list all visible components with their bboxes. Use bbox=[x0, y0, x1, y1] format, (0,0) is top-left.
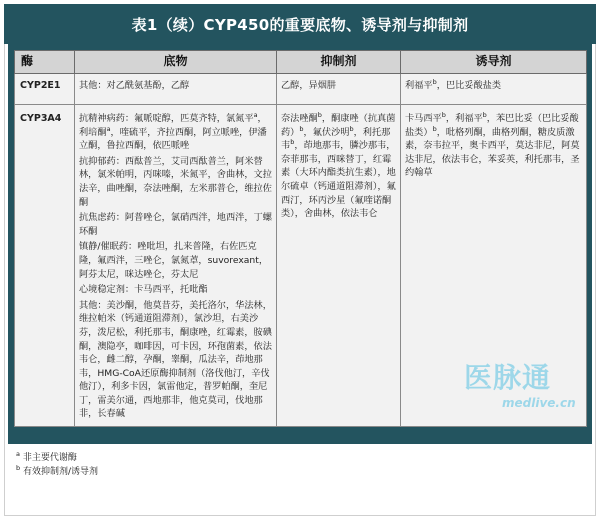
substrate-text: ，利培酮 bbox=[79, 113, 267, 138]
substrate-group-sedatives: 镇静/催眠药：唑吡坦，扎来普隆，右佐匹克隆，氟西泮，三唑仑，氯氮䓬，suvorexant，阿芬太尼，咪达唑仑，芬太尼 bbox=[79, 241, 269, 280]
substrate-group-other: 其他：美沙酮，他莫昔芬，美托洛尔，华法林，维拉帕米（钙通道阻滞剂），氯沙坦，右美沙芬，泼尼松，利托那韦，酮康唑，红霉素，胺碘酮，澳隐亭，咖啡因，可卡因，环孢菌素，依法韦仑，雌二醇，孕酮，睾酮，瓜法辛，茚地那韦，HMG-CoA还原酶抑制剂（洛伐他汀，辛伐他汀），利多卡因，氯雷他定，普罗帕酮，奎尼丁，雷美尔通，西地那非，他克莫司，伐地那非，长春碱 bbox=[79, 299, 272, 420]
table-container bbox=[8, 44, 592, 444]
substrate-text: ，喹硫平，齐拉西酮，阿立哌唑，伊潘立酮，鲁拉西酮，依匹哌唑 bbox=[79, 126, 267, 152]
header-inhibitors: 抑制剂 bbox=[277, 51, 401, 74]
footnote-mark-b: b bbox=[290, 138, 295, 147]
substrate-group-antidepressants: 抗抑郁药：西酞普兰，艾司西酞普兰，阿米替林，氯米帕明，丙咪嗪，米氮平，舍曲林，文拉法辛，曲唑酮，奈法唑酮，左米那普仑，维拉佐酮 bbox=[79, 155, 272, 208]
table-title bbox=[4, 4, 596, 44]
watermark bbox=[464, 356, 582, 426]
footnote-a bbox=[16, 451, 98, 465]
footnote-text: 非主要代谢酶 bbox=[22, 453, 77, 463]
substrate-group-mood-stabilizers: 心境稳定剂：卡马西平，托吡酯 bbox=[79, 284, 208, 296]
substrates-cell bbox=[75, 105, 277, 427]
header-inducers: 诱导剂 bbox=[401, 51, 587, 74]
header-enzyme: 酶 bbox=[15, 51, 75, 74]
inducer-text: ，吡格列酮，曲格列酮，糖皮质激素，奈韦拉平，奥卡西平，莫达非尼，阿莫达非尼，依法韦仑，苯妥英，利托那韦，圣约翰草 bbox=[405, 126, 580, 179]
inducers-cell bbox=[401, 74, 587, 105]
inducers-text-suffix: ，巴比妥酸盐类 bbox=[436, 80, 502, 91]
table-header-row bbox=[15, 51, 587, 74]
inhibitors-text: 乙醇，异烟肼 bbox=[281, 80, 337, 91]
inhibitor-text: ，利托那韦 bbox=[281, 126, 391, 152]
inducer-text: ，苯巴比妥（巴比妥酸盐类） bbox=[405, 113, 579, 138]
footnote-mark-b: b bbox=[432, 124, 437, 133]
substrates-text: 其他：对乙酰氨基酚，乙醇 bbox=[79, 80, 190, 91]
footnote-mark-a: a bbox=[253, 110, 258, 119]
table-row bbox=[15, 74, 587, 105]
footnote-mark: a bbox=[16, 450, 20, 458]
footnote-mark-b: b bbox=[482, 110, 487, 119]
inhibitor-text: 奈法唑酮 bbox=[281, 113, 318, 124]
footnote-text: 有效抑制剂/诱导剂 bbox=[23, 467, 99, 477]
substrate-text: 抗精神病药：氟哌啶醇，匹莫齐特，氯氮平 bbox=[79, 113, 254, 124]
substrates-cell bbox=[75, 74, 277, 105]
inhibitor-text: ，酮康唑（抗真菌药） bbox=[281, 113, 396, 138]
footnote-b bbox=[16, 465, 98, 479]
footnote-mark-a: a bbox=[106, 124, 111, 133]
inducer-text: ，利福平 bbox=[445, 113, 483, 124]
footnote-mark-b: b bbox=[299, 124, 304, 133]
header-substrates: 底物 bbox=[75, 51, 277, 74]
footnote-mark-b: b bbox=[441, 110, 446, 119]
inhibitors-cell bbox=[277, 74, 401, 105]
inducers-text: 利福平 bbox=[405, 80, 433, 91]
inducer-text: 卡马西平 bbox=[405, 113, 442, 124]
inhibitor-text: ，茚地那韦，膦沙那韦，奈菲那韦，西咪替丁，红霉素（大环内酯类抗生素），地尔硫卓（钙通道阻滞剂），氟西汀，环丙沙星（氟喹诺酮类），舍曲林，依法韦仑 bbox=[281, 140, 396, 220]
inhibitor-text: ，氟伏沙明 bbox=[303, 126, 350, 138]
footnote-mark-b: b bbox=[432, 77, 437, 86]
footnote-mark-b: b bbox=[317, 110, 322, 119]
footnote-mark: b bbox=[16, 464, 21, 472]
inhibitors-cell bbox=[277, 105, 401, 427]
footnote-mark-b: b bbox=[349, 124, 354, 133]
enzyme-cell: CYP3A4 bbox=[15, 105, 75, 427]
watermark-logo: 医脉通 bbox=[464, 361, 552, 394]
substrate-group-anxiolytics: 抗焦虑药：阿普唑仑，氯硝西泮，地西泮，丁螺环酮 bbox=[79, 212, 272, 237]
enzyme-cell: CYP2E1 bbox=[15, 74, 75, 105]
watermark-url: medlive.cn bbox=[502, 396, 576, 410]
footnotes bbox=[16, 451, 98, 479]
substrate-group-antipsychotics bbox=[79, 112, 272, 153]
table-title-text: 表1（续）CYP450的重要底物、诱导剂与抑制剂 bbox=[131, 15, 469, 34]
